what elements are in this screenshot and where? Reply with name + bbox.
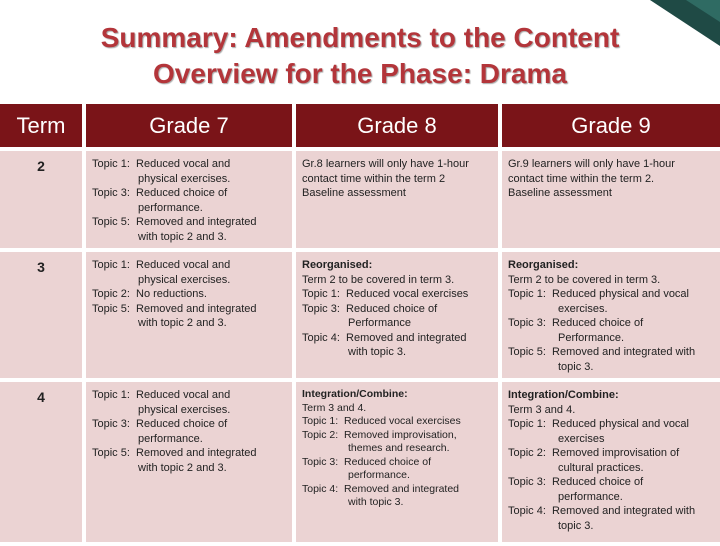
cell-line: Topic 3: Reduced choice of: [508, 317, 644, 329]
cell-line: Topic 1: Reduced physical and vocal: [508, 288, 689, 300]
grade-9-cell: [500, 380, 720, 544]
cell-line: topic 3.: [558, 519, 594, 532]
cell-line: Topic 5: Removed and integrated: [92, 447, 257, 459]
cell-line: contact time within the term 2.: [508, 172, 655, 185]
cell-line: Baseline assessment: [302, 187, 406, 199]
cell-line: with topic 3.: [348, 496, 404, 508]
cell-line: Topic 1: Reduced vocal and: [92, 389, 231, 401]
cell-line: performance.: [138, 432, 203, 445]
header-grade-8: Grade 8: [294, 104, 500, 149]
cell-line: Topic 4: Removed and integrated with: [508, 505, 696, 517]
header-grade-9: Grade 9: [500, 104, 720, 149]
cell-line: cultural practices.: [558, 461, 644, 474]
term-cell: 2: [0, 149, 84, 250]
cell-line: Topic 3: Reduced choice of: [92, 418, 228, 430]
cell-line: Topic 1: Reduced vocal and: [92, 158, 231, 170]
table-row: [0, 149, 720, 250]
cell-line: Term 3 and 4.: [302, 401, 367, 414]
cell-line: Topic 4: Removed and integrated: [302, 331, 467, 344]
cell-line: Term 2 to be covered in term 3.: [508, 273, 661, 286]
cell-line: performance.: [348, 469, 410, 481]
cell-line: Term 3 and 4.: [508, 403, 576, 416]
grade-7-cell: [84, 380, 294, 544]
term-cell: 3: [0, 250, 84, 380]
cell-line: physical exercises.: [138, 403, 231, 416]
cell-line: Topic 3: Reduced choice of: [508, 476, 644, 488]
cell-line: themes and research.: [348, 442, 450, 454]
header-grade-7: Grade 7: [84, 104, 294, 149]
cell-line: Topic 5: Removed and integrated: [92, 302, 257, 315]
cell-line: performance.: [558, 490, 623, 503]
cell-line: Topic 3: Reduced choice of: [302, 455, 431, 468]
grade-9-cell: [500, 149, 720, 250]
grade-7-cell: [84, 250, 294, 380]
cell-line: Performance: [348, 317, 411, 329]
grade-8-cell: [294, 250, 500, 380]
cell-line: Reorganised:: [508, 259, 579, 271]
grade-9-cell: [500, 250, 720, 380]
title-line-2: Overview for the Phase: Drama: [153, 58, 567, 89]
cell-line: with topic 3.: [348, 346, 407, 358]
cell-line: Topic 5: Removed and integrated: [92, 216, 257, 228]
cell-line: Topic 2: Removed improvisation of: [508, 447, 680, 459]
cell-line: Topic 5: Removed and integrated with: [508, 346, 696, 358]
grade-7-cell: [84, 149, 294, 250]
cell-line: Topic 1: Reduced physical and vocal: [508, 418, 689, 430]
cell-line: Gr.8 learners will only have 1-hour: [302, 158, 469, 170]
cell-line: Topic 3: Reduced choice of: [92, 187, 228, 199]
corner-decoration-inner: [686, 0, 720, 22]
table-row: [0, 250, 720, 380]
cell-line: Term 2 to be covered in term 3.: [302, 273, 455, 286]
amendments-table: [0, 104, 720, 546]
cell-line: Performance.: [558, 331, 625, 344]
header-term: Term: [0, 104, 84, 149]
page-title: [20, 20, 700, 92]
grade-8-cell: [294, 149, 500, 250]
cell-line: topic 3.: [558, 360, 594, 373]
cell-line: Topic 1: Reduced vocal and: [92, 259, 231, 271]
cell-line: Baseline assessment: [508, 187, 612, 199]
cell-line: Topic 3: Reduced choice of: [302, 302, 438, 315]
cell-line: Reorganised:: [302, 259, 373, 271]
cell-line: with topic 2 and 3.: [138, 230, 227, 243]
cell-line: Topic 2: Removed improvisation,: [302, 428, 457, 441]
cell-line: performance.: [138, 201, 203, 214]
cell-line: exercises.: [558, 302, 608, 315]
title-line-1: Summary: Amendments to the Content: [100, 22, 620, 53]
cell-line: Topic 1: Reduced vocal exercises: [302, 415, 461, 427]
cell-line: Gr.9 learners will only have 1-hour: [508, 158, 675, 170]
cell-line: contact time within the term 2: [302, 172, 446, 185]
table-header-row: [0, 104, 720, 149]
cell-line: with topic 2 and 3.: [138, 317, 227, 329]
cell-line: exercises: [558, 432, 605, 445]
cell-line: Integration/Combine:: [302, 388, 408, 400]
term-cell: 4: [0, 380, 84, 544]
cell-line: Topic 4: Removed and integrated: [302, 482, 460, 495]
cell-line: with topic 2 and 3.: [138, 461, 227, 474]
cell-line: physical exercises.: [138, 273, 231, 286]
cell-line: physical exercises.: [138, 172, 231, 185]
grade-8-cell: [294, 380, 500, 544]
cell-line: Integration/Combine:: [508, 389, 619, 401]
cell-line: Topic 1: Reduced vocal exercises: [302, 288, 469, 300]
cell-line: Topic 2: No reductions.: [92, 288, 207, 300]
table-row: [0, 380, 720, 544]
